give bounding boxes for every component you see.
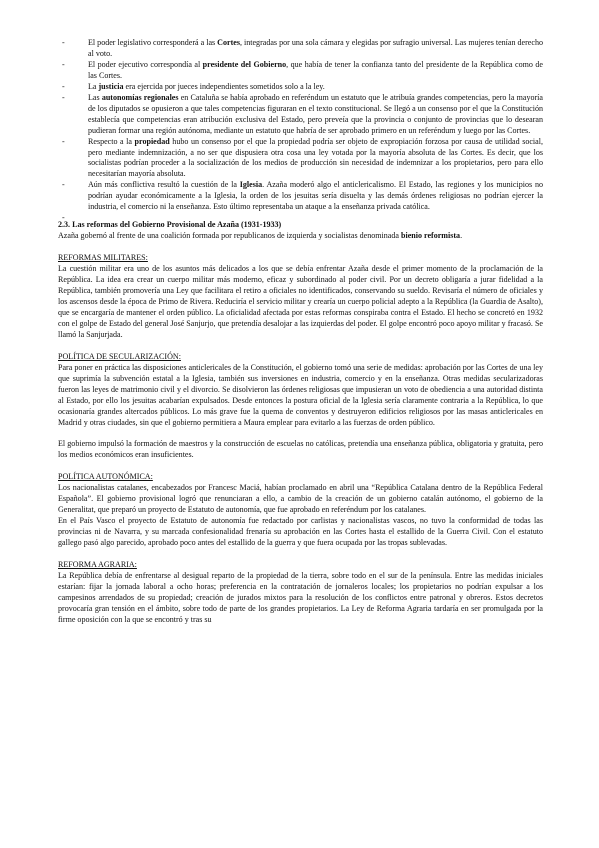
bullet-item — [58, 60, 543, 82]
body-paragraph: La cuestión militar era uno de los asuntos más delicados a los que se debía enfrentar Azaña desde el primer momento de la proclamación de la República. La idea era crear un cuerpo militar más moderno, eficaz y subordinado al poder civil. Por un decreto obligaría a jurar fidelidad a la República, también promovería una Ley que facilitara el retiro a oficiales no identificados, conservando su sueldo. Revisaría el número de oficiales y los ascensos desde la época de Primo de Rivera. Reduciría el servicio militar y crearía un cuerpo policial adepto a la República (la Guardia de Asalto), que se encargaría de mantener el orden público. La oficialidad afectada por estas reformas conspiraba contra el Estado. El hecho se concretó en 1932 con el golpe de Estado del general José Sanjurjo, que pretendía desalojar a las izquierdas del poder. El golpe encontró poco apoyo militar y fracasó. Se llamó la Sanjurjada. — [58, 264, 543, 339]
bullet-dash-icon: - — [62, 180, 65, 190]
bullet-item — [58, 137, 543, 181]
bullet-list — [58, 38, 544, 223]
document-page — [58, 38, 543, 626]
bullet-item — [58, 82, 543, 93]
bullet-dash-icon: - — [62, 38, 65, 47]
text-run: Azaña gobernó al frente de una coalición formada por republicanos de izquierda y socialistas denominada — [58, 231, 401, 241]
intro-paragraph — [58, 231, 543, 242]
section-heading: POLÍTICA DE SECULARIZACIÓN: — [58, 351, 181, 361]
body-paragraph: La República debía de enfrentarse al desigual reparto de la propiedad de la tierra, sobre todo en el sur de la península. Entre las medidas iniciales estarían: fijar la jornada laboral a ocho horas; preferencia en la contratación de jornaleros locales; los propietarios no podrían expulsar a los campesinos arrendados de su propiedad; creación de jurados mixtos para la resolución de los conflictos entre patronal y obreros. Estos decretos provocaría gran tensión en el ámbito, sobre todo de parte de los grandes propietarios. La Ley de Reforma Agraria tardaría en ser promulgada por la firme oposición con la que se encontró y tras su — [58, 570, 543, 624]
text-run: hubo un consenso por el que la propiedad podría ser objeto de expropiación forzosa por causa de utilidad social, pero mediante indemnización, a no ser que dispusiera otra cosa una ley votada por la mayoría absoluta de las Cortes. Es decir, que los socialistas podrían proceder a la socialización de los medios de producción sin necesidad de indemnizar a los propietarios, pero para ello necesitarían mayoría absoluta. — [88, 136, 543, 179]
bullet-item — [58, 38, 543, 60]
bullet-dash-icon: - — [62, 213, 65, 223]
section-title: 2.3. Las reformas del Gobierno Provisional de Azaña (1931-1933) — [58, 220, 282, 230]
body-paragraph: En el País Vasco el proyecto de Estatuto de autonomía fue redactado por carlistas y nacionalistas vascos, no tuvo la conformidad de todas las provincias ni de Navarra, y su marcada confesionalidad frenaría su aprobación en las Cortes hasta el estallido de la Guerra Civil. Con el estatuto gallego pasó algo parecido, aprobado poco antes del estallido de la guerra y que fuera ocupada por las tropas sublevadas. — [58, 516, 543, 548]
bullet-item — [58, 93, 543, 137]
text-run: La — [88, 81, 99, 91]
section-heading: REFORMAS MILITARES: — [58, 253, 148, 263]
bold-term: presidente del Gobierno — [202, 59, 287, 69]
bullet-dash-icon: - — [62, 136, 65, 146]
text-run: , que había de tener la confianza tanto del presidente de la República como de las Cortes. — [88, 59, 543, 80]
bold-term: justicia — [98, 81, 124, 91]
bullet-dash-icon: - — [62, 81, 65, 91]
text-run: . — [460, 231, 463, 241]
bullet-dash-icon: - — [62, 92, 65, 102]
text-run: Las — [88, 92, 102, 102]
bold-term: Cortes — [217, 38, 240, 47]
bold-term: bienio reformista — [400, 231, 461, 241]
text-run: Aún más conflictiva resultó la cuestión de la — [88, 180, 240, 190]
bold-term: propiedad — [134, 136, 170, 146]
text-run: Respecto a la — [88, 136, 135, 146]
text-run: El poder ejecutivo correspondía al — [88, 59, 203, 69]
body-paragraph: Para poner en práctica las disposiciones anticlericales de la Constitución, el gobierno tomó una serie de medidas: aprobación por las Cortes de una ley que suprimía la subvención estatal a la Iglesia, también sus inversiones en industria, comercio y en la enseñanza. Otras medidas secularizadoras fueron las leyes de matrimonio civil y el divorcio. Se disolvieron las órdenes religiosas que impusieran un voto de obediencia a una autoridad distinta al Estado, por ello los jesuitas acabarían expulsados. Desde entonces la postura oficial de la Iglesia sería claramente contraria a la República, lo que ocasionaría grandes altercados públicos. Lo más grave fue la quema de conventos y destruyeron edificios religiosos por las masas anticlericales en Madrid y otras ciudades, sin que el gobierno permitiera a Maura emplear para evitarlo a las fuerzas de orden público. — [58, 362, 543, 427]
section-heading: REFORMA AGRARIA: — [58, 560, 137, 570]
bold-term: autonomías regionales — [101, 92, 179, 102]
body-paragraph: El gobierno impulsó la formación de maestros y la construcción de escuelas no católicas, pretendía una enseñanza pública, obligatoria y gratuita, pero los medios económicos eran insuficientes. — [58, 439, 543, 460]
text-run: , integradas por una sola cámara y elegidas por sufragio universal. Las mujeres tenían derecho al voto. — [88, 38, 543, 58]
bold-term: Iglesia — [239, 180, 263, 190]
bullet-dash-icon: - — [62, 59, 65, 69]
text-run: El poder legislativo corresponderá a las — [88, 38, 218, 47]
text-run: en Cataluña se había aprobado en referéndum un estatuto que le atribuía grandes competencias, pero la mayoría de los diputados se opusieron a que tales competencias figuraran en el texto constitucional. Se llegó a un consenso por el que la Constitución establecía que competencias eran atribución exclusiva del Estado, pero preveía que la provincia o conjunto de provincias que lo desearan pudieran formar una región autónoma, mediante un estatuto que habría de ser aprobado primero en un referéndum y luego por las Cortes. — [88, 92, 543, 135]
bullet-item — [58, 180, 543, 213]
body-paragraph: Los nacionalistas catalanes, encabezados por Francesc Maciá, habían proclamado en abril una “República Catalana dentro de la República Federal Española”. El gobierno provisional logró que renunciaran a ello, a cambio de la creación de un gobierno catalán autónomo, el gobierno de la Generalitat, que preparó un proyecto de Estatuto de autonomía, que fue aprobado en referéndum por los catalanes. — [58, 483, 543, 515]
section-heading: POLÍTICA AUTONÓMICA: — [58, 472, 153, 482]
sections-container — [58, 242, 543, 626]
text-run: . Azaña moderó algo el anticlericalismo. El Estado, las regiones y los municipios no podrían ayudar económicamente a la Iglesia, la orden de los jesuitas sería disuelta y las demás órdenes religiosas no podrían ejercer la industria, el comercio ni la enseñanza. Esto último representaba un ataque a la enseñanza privada católica. — [88, 180, 544, 212]
text-run: era ejercida por jueces independientes sometidos solo a la ley. — [123, 81, 325, 91]
